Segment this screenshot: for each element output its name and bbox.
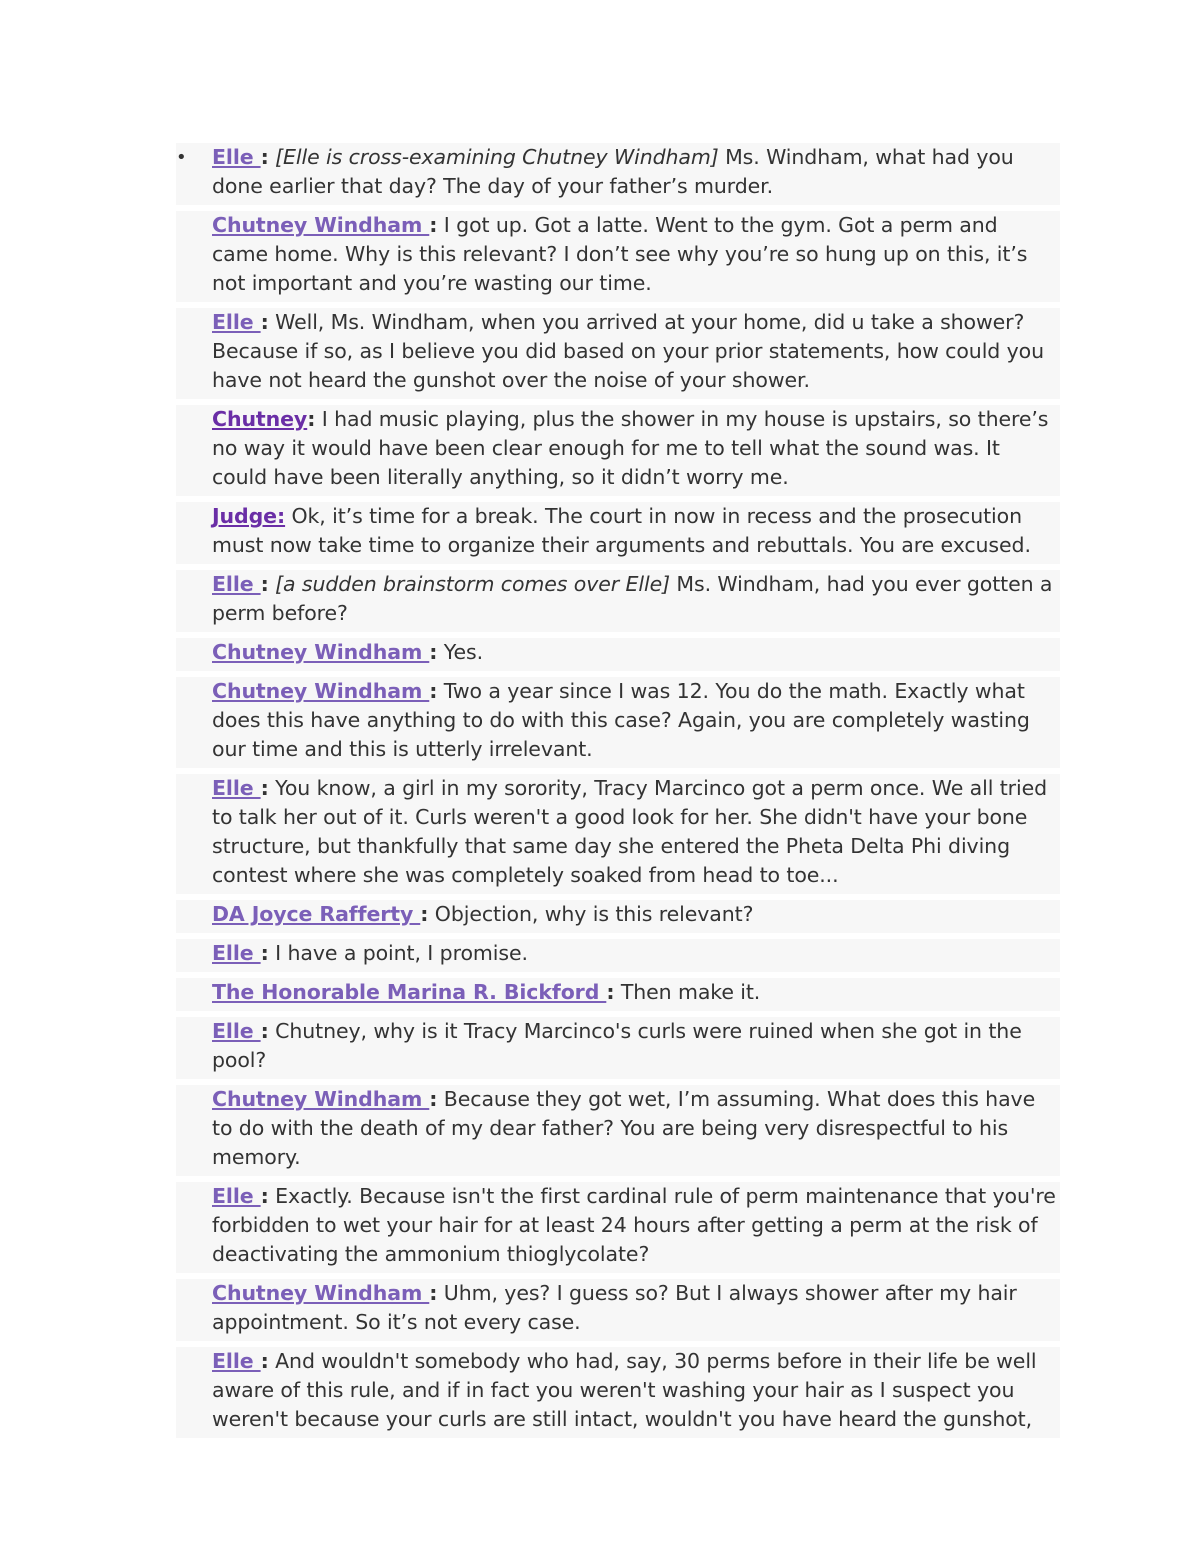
line-text: Ms. Windham, what had you done earlier that day? The day of your father’s murder.	[212, 145, 1014, 198]
stage-direction: [a sudden brainstorm comes over Elle]	[268, 572, 670, 596]
line-text: I had music playing, plus the shower in my house is upstairs, so there’s no way it would have been clear enough for me to tell what the sound was. It could have been literally anything, so it didn’t worry me.	[212, 407, 1049, 489]
speaker-colon: :	[429, 679, 438, 703]
line-text: And wouldn't somebody who had, say, 30 perms before in their life be well aware of this rule, and if in fact you weren't washing your hair as I suspect you weren't because your curls are still intact, wouldn't you have heard the gunshot,	[212, 1349, 1037, 1431]
speaker-link-chutney[interactable]: Chutney	[212, 407, 308, 431]
transcript-line	[176, 1085, 1060, 1176]
transcript-line	[176, 1279, 1060, 1341]
speaker-link-elle[interactable]: Elle	[212, 572, 261, 596]
speaker-colon: :	[260, 1019, 269, 1043]
speaker-colon: :	[260, 776, 269, 800]
speaker-colon: :	[260, 941, 269, 965]
transcript-line	[176, 143, 1060, 205]
speaker-link-elle[interactable]: Elle	[212, 941, 261, 965]
speaker-colon: :	[307, 407, 316, 431]
speaker-colon: :	[260, 572, 269, 596]
line-text: Uhm, yes? I guess so? But I always shower after my hair appointment. So it’s not every case.	[212, 1281, 1017, 1334]
line-text: You know, a girl in my sorority, Tracy Marcinco got a perm once. We all tried to talk her out of it. Curls weren't a good look for her. She didn't have your bone structure, but thankfully that same day she entered the Pheta Delta Phi diving contest where she was completely soaked from head to toe...	[212, 776, 1048, 887]
line-text: Two a year since I was 12. You do the math. Exactly what does this have anything to do with this case? Again, you are completely wasting our time and this is utterly irrelevant.	[212, 679, 1030, 761]
speaker-link-elle[interactable]: Elle	[212, 145, 261, 169]
speaker-link-chutney-windham[interactable]: Chutney Windham	[212, 1087, 430, 1111]
transcript-line	[176, 308, 1060, 399]
transcript-line	[176, 502, 1060, 564]
speaker-link-elle[interactable]: Elle	[212, 776, 261, 800]
transcript-line	[176, 570, 1060, 632]
speaker-link-chutney-windham[interactable]: Chutney Windham	[212, 1281, 430, 1305]
speaker-colon: :	[260, 145, 269, 169]
bullet-point: •	[176, 147, 187, 168]
transcript-line	[176, 774, 1060, 894]
line-text: Ms. Windham, had you ever gotten a perm before?	[212, 572, 1053, 625]
speaker-link-marina-bickford[interactable]: The Honorable Marina R. Bickford	[212, 980, 607, 1004]
transcript-line	[176, 638, 1060, 671]
speaker-link-chutney-windham[interactable]: Chutney Windham	[212, 640, 430, 664]
transcript-line	[176, 1347, 1060, 1438]
transcript-line	[176, 677, 1060, 768]
speaker-colon: :	[606, 980, 615, 1004]
speaker-link-elle[interactable]: Elle	[212, 1184, 261, 1208]
speaker-colon: :	[260, 1349, 269, 1373]
line-text: Chutney, why is it Tracy Marcinco's curls were ruined when she got in the pool?	[212, 1019, 1022, 1072]
speaker-link-judge[interactable]: Judge:	[212, 504, 286, 528]
speaker-colon: :	[429, 1281, 438, 1305]
speaker-link-elle[interactable]: Elle	[212, 1349, 261, 1373]
speaker-colon: :	[429, 213, 438, 237]
transcript-line	[176, 211, 1060, 302]
transcript-line	[176, 939, 1060, 972]
speaker-link-da-joyce-rafferty[interactable]: DA Joyce Rafferty	[212, 902, 421, 926]
line-text: I got up. Got a latte. Went to the gym. Got a perm and came home. Why is this relevant? I don’t see why you’re so hung up on this, it’s not important and you’re wasting our time.	[212, 213, 1028, 295]
speaker-link-elle[interactable]: Elle	[212, 310, 261, 334]
transcript-line	[176, 405, 1060, 496]
transcript-list	[176, 143, 1060, 1444]
transcript-line	[176, 1182, 1060, 1273]
line-text: Yes.	[437, 640, 484, 664]
speaker-colon: :	[260, 310, 269, 334]
speaker-colon: :	[260, 1184, 269, 1208]
speaker-link-chutney-windham[interactable]: Chutney Windham	[212, 679, 430, 703]
transcript-line	[176, 978, 1060, 1011]
line-text: Exactly. Because isn't the first cardinal rule of perm maintenance that you're forbidden to wet your hair for at least 24 hours after getting a perm at the risk of deactivating the ammonium thioglycolate?	[212, 1184, 1056, 1266]
line-text: Ok, it’s time for a break. The court in now in recess and the prosecution must now take time to organize their arguments and rebuttals. You are excused.	[212, 504, 1031, 557]
line-text: Objection, why is this relevant?	[428, 902, 754, 926]
speaker-colon: :	[429, 640, 438, 664]
line-text: I have a point, I promise.	[268, 941, 528, 965]
transcript-line	[176, 900, 1060, 933]
line-text: Because they got wet, I’m assuming. What does this have to do with the death of my dear father? You are being very disrespectful to his memory.	[212, 1087, 1036, 1169]
speaker-link-chutney-windham[interactable]: Chutney Windham	[212, 213, 430, 237]
speaker-link-elle[interactable]: Elle	[212, 1019, 261, 1043]
line-text: Then make it.	[614, 980, 761, 1004]
transcript-line	[176, 1017, 1060, 1079]
line-text: Well, Ms. Windham, when you arrived at your home, did u take a shower? Because if so, as I believe you did based on your prior statements, how could you have not heard the gunshot over the noise of your shower.	[212, 310, 1044, 392]
speaker-colon: :	[420, 902, 429, 926]
stage-direction: [Elle is cross-examining Chutney Windham]	[268, 145, 719, 169]
speaker-colon: :	[429, 1087, 438, 1111]
